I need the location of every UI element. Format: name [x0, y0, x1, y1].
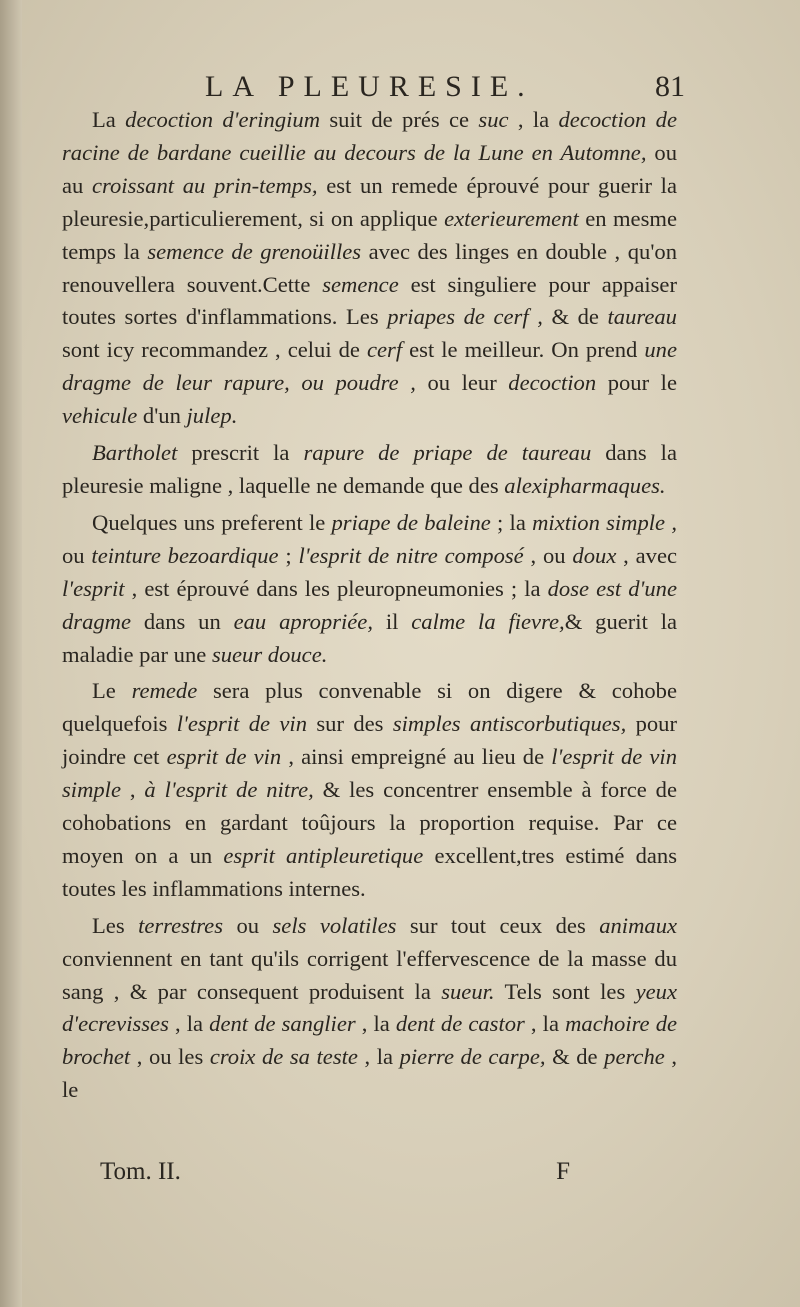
italic-run: priape de baleine	[331, 509, 491, 535]
text-run: ou	[223, 912, 273, 938]
italic-run: semence	[322, 271, 399, 297]
italic-run: semence de grenoüilles	[147, 238, 362, 264]
text-run: dans la pleuresie maligne , laquelle ne demande que des	[62, 440, 677, 498]
text-run: il	[372, 608, 412, 634]
italic-run: calme la fievre,	[411, 608, 565, 634]
text-run: ; la	[490, 509, 533, 535]
italic-run: decoction de racine de bardane cueillie au decours de la Lune en Automne,	[62, 107, 677, 165]
italic-run: esprit de vin	[166, 744, 282, 770]
italic-run: julep.	[186, 403, 238, 429]
text-run: & les concentrer ensemble à force de cohobations en gardant toûjours la proportion requise. Par ce moyen on a un	[62, 777, 677, 868]
italic-run: dose est d'une dragme	[62, 575, 678, 634]
text-run: & guerit la maladie par une	[62, 608, 677, 667]
text-run: prescrit la	[177, 440, 304, 466]
italic-run: yeux d'ecrevisses	[62, 978, 677, 1037]
italic-run: animaux	[599, 912, 678, 938]
italic-run: terrestres	[138, 912, 224, 938]
italic-run: dent de castor	[395, 1011, 525, 1037]
italic-run: teinture bezoardique	[91, 542, 279, 568]
italic-run: sueur.	[441, 978, 495, 1004]
italic-run: vehicule	[62, 403, 138, 429]
text-run: , la	[355, 1011, 396, 1037]
italic-run: l'esprit	[62, 575, 125, 601]
italic-run: alexipharmaques.	[504, 472, 666, 498]
italic-run: decoction	[508, 370, 597, 396]
text-run: Quelques uns preferent le	[92, 509, 332, 535]
text-run: , ou les	[130, 1044, 210, 1070]
text-run: , la	[168, 1011, 210, 1037]
italic-run: rapure de priape de taureau	[303, 440, 592, 466]
text-run: , la	[357, 1044, 400, 1070]
text-run: & de	[542, 304, 608, 330]
text-run: dans un	[131, 608, 234, 634]
text-run: pour joindre cet	[62, 711, 678, 770]
italic-run: simples antiscorbutiques,	[392, 711, 627, 737]
italic-run: l'esprit de vin simple	[62, 744, 677, 803]
italic-run: exterieurement	[444, 205, 579, 231]
text-run: sera plus convenable si on digere & cohobe quelquefois	[62, 678, 678, 737]
italic-run: dent de sanglier	[209, 1011, 356, 1037]
text-run: ou	[62, 542, 92, 568]
text-run: en mesme temps la	[62, 205, 677, 264]
page-footer	[100, 1158, 570, 1194]
paragraph	[62, 104, 677, 433]
paragraph	[62, 437, 677, 503]
italic-run: croix de sa teste	[209, 1044, 358, 1070]
italic-run: eau apropriée,	[233, 608, 373, 634]
text-run: , la	[524, 1011, 566, 1037]
text-run: conviennent en tant qu'ils corrigent l'effervescence de la masse du sang , & par consequent produisent la	[62, 945, 677, 1004]
italic-run: sels volatiles	[272, 912, 397, 938]
text-run: ,	[121, 777, 145, 803]
text-run: ou au	[62, 139, 677, 198]
italic-run: priapes de cerf ,	[387, 304, 543, 330]
running-title: LA PLEURESIE.	[205, 70, 534, 103]
text-run: Les	[92, 912, 139, 938]
text-run: , est éprouvé dans les pleuropneumonies ; la	[124, 575, 548, 601]
text-run: , la	[508, 107, 559, 132]
paragraph	[62, 507, 677, 672]
text-run: Tels sont les	[494, 978, 636, 1004]
italic-run: l'esprit de nitre composé	[298, 542, 524, 568]
signature-mark: F	[556, 1158, 570, 1185]
italic-run: doux	[572, 542, 617, 568]
italic-run: croissant au prin-temps,	[92, 172, 318, 198]
italic-run: mixtion simple ,	[532, 509, 677, 535]
italic-run: esprit antipleuretique	[223, 842, 424, 868]
text-run: , ainsi empreigné au lieu de	[281, 744, 552, 770]
italic-run: decoction d'eringium	[125, 107, 321, 132]
text-run: , le	[62, 1044, 677, 1103]
italic-run: machoire de brochet	[62, 1011, 678, 1070]
italic-run: suc	[478, 107, 509, 132]
text-run: excellent,tres estimé dans toutes les inflammations internes.	[62, 842, 677, 901]
text-run: ;	[278, 542, 299, 568]
italic-run: une dragme de leur rapure, ou poudre ,	[62, 337, 677, 396]
italic-run: perche	[604, 1044, 665, 1070]
text-run: d'un	[137, 403, 187, 429]
paragraph	[62, 675, 677, 905]
page-number: 81	[655, 70, 685, 103]
italic-run: taureau	[607, 304, 677, 330]
text-run: ou leur	[415, 370, 509, 396]
text-run: sur des	[307, 711, 393, 737]
italic-run: l'esprit de vin	[176, 711, 307, 737]
text-run: , ou	[523, 542, 573, 568]
text-run: est singuliere pour appaiser toutes sortes d'inflammations. Les	[62, 271, 677, 330]
text-run: sur tout ceux des	[396, 912, 600, 938]
paragraph	[62, 910, 677, 1107]
italic-run: pierre de carpe,	[399, 1044, 546, 1070]
text-run: La	[92, 107, 126, 132]
text-run: est un remede éprouvé pour guerir la pleuresie,particulierement, si on applique	[62, 172, 677, 231]
page-spine-shadow	[0, 0, 22, 1307]
text-run: & de	[545, 1044, 605, 1070]
volume-label: Tom. II.	[100, 1158, 181, 1185]
text-run: suit de prés ce	[320, 107, 479, 132]
text-run: sont icy recommandez , celui de	[62, 337, 367, 363]
text-run: , avec	[616, 542, 678, 568]
italic-run: Bartholet	[92, 440, 178, 466]
italic-run: cerf	[366, 337, 403, 363]
italic-run: sueur douce.	[211, 641, 328, 667]
text-run: est le meilleur. On prend	[402, 337, 645, 363]
body-text	[62, 104, 677, 1107]
text-run: Le	[92, 678, 132, 704]
text-run: avec des linges en double , qu'on renouvellera souvent.Cette	[62, 238, 677, 297]
italic-run: remede	[131, 678, 198, 704]
italic-run: à l'esprit de nitre,	[144, 777, 314, 803]
text-run: pour le	[596, 370, 677, 396]
